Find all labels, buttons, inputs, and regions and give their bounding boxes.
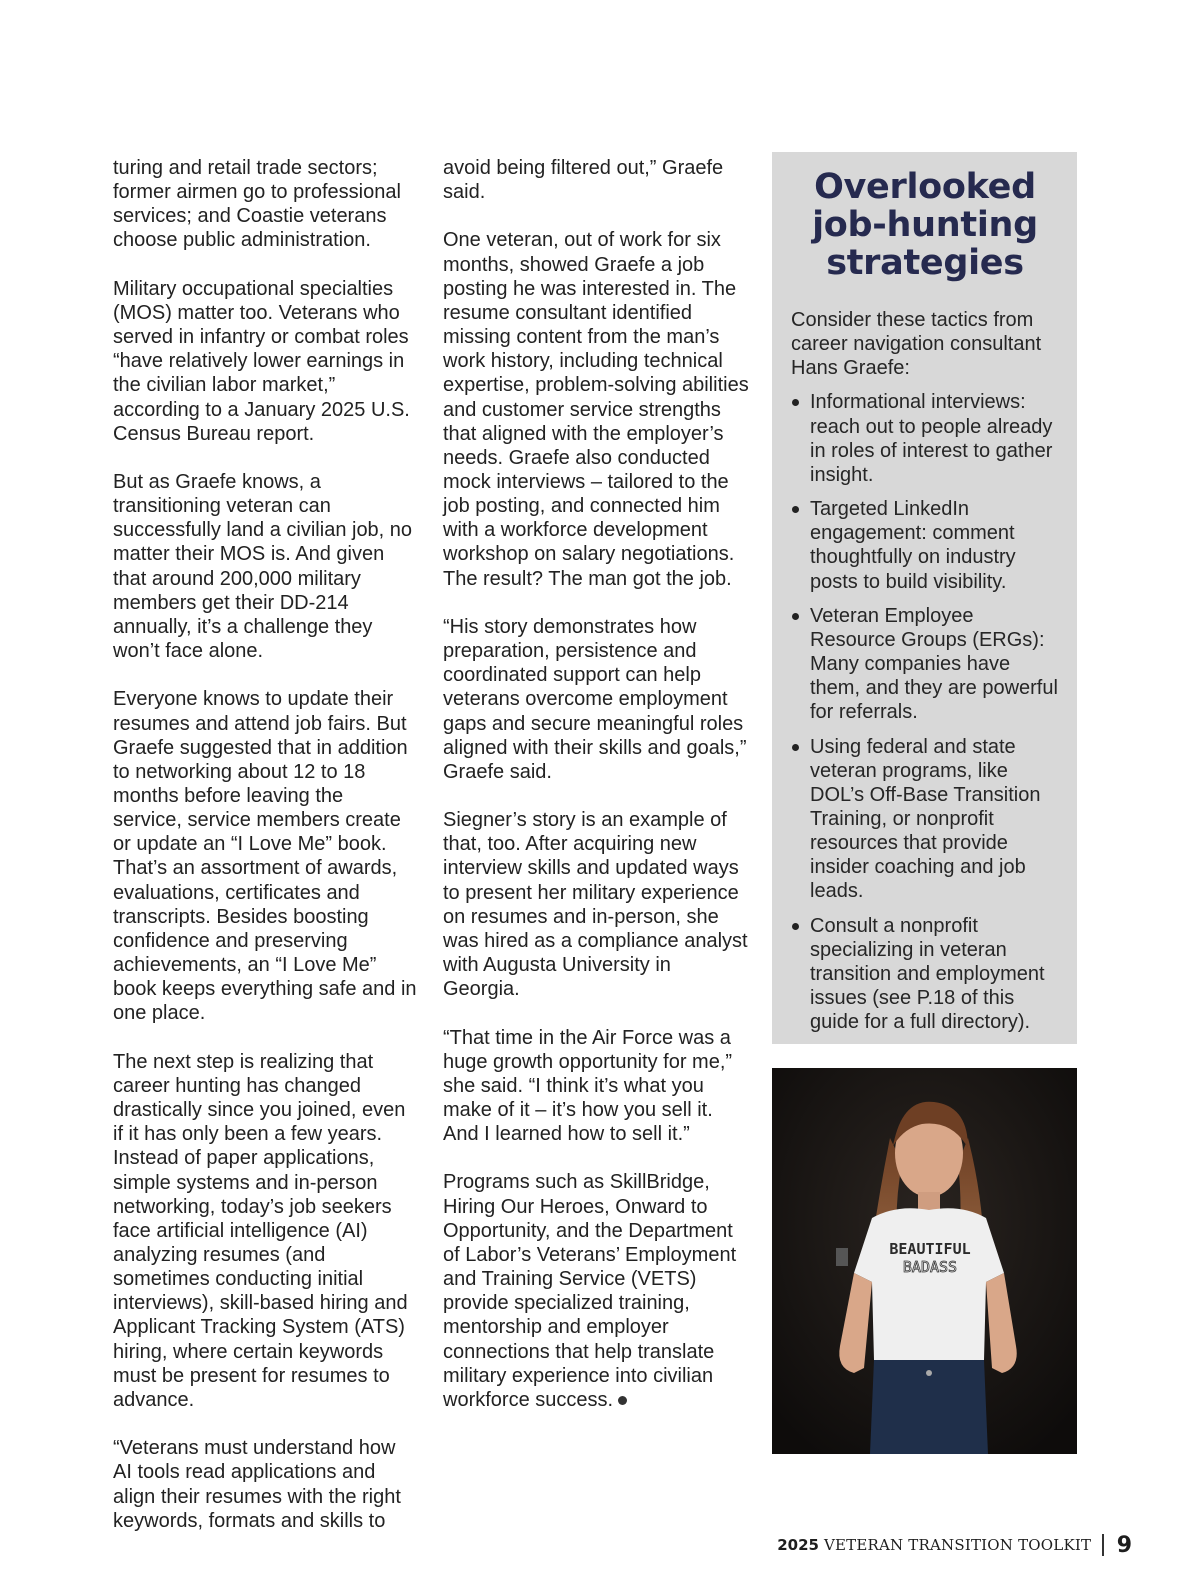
jeans-button (926, 1370, 932, 1376)
tip-text: Informational interviews: reach out to people already in roles of interest to gather insight. (810, 391, 1053, 486)
sleeve-flag-icon (836, 1248, 848, 1266)
tip-text: Targeted LinkedIn engagement: comment thoughtfully on industry posts to build visibility. (810, 498, 1016, 593)
page-footer (777, 1530, 1132, 1560)
article-paragraph: Everyone knows to update their resumes and attend job fairs. But Graefe suggested that in addition to networking about 12 to 18 months before leaving the service, service members create or update an “I Love Me” book. That’s an assortment of awards, evaluations, certificates and transcripts. Besides boosting confidence and preserving achievements, an “I Love Me” book keeps everything safe and in one place. (113, 688, 417, 1025)
footer-divider (1102, 1534, 1104, 1556)
page-number: 9 (1116, 1532, 1132, 1558)
tips-list (791, 390, 1059, 1034)
article-paragraph: “Veterans must understand how AI tools read applications and align their resumes with the right keywords, formats and skills to (113, 1437, 401, 1532)
tip-text: Veteran Employee Resource Groups (ERGs): Many companies have them, and they are powerful for referrals. (810, 604, 1058, 724)
tip-item (791, 604, 1059, 725)
bullet-icon (792, 506, 799, 513)
article-paragraph: Military occupational specialties (MOS) matter too. Veterans who served in infantry or combat roles “have relatively lower earnings in the civilian labor market,” according to a January 2025 U.S. Census Bureau report. (113, 277, 410, 445)
article-paragraph: avoid being filtered out,” Graefe said. (443, 157, 724, 204)
article-paragraph: “His story demonstrates how preparation, persistence and coordinated support can help veterans overcome employment gaps and secure meaningful roles aligned with their skills and goals,” Graefe said. (443, 615, 747, 783)
article-final-text: Programs such as SkillBridge, Hiring Our Heroes, Onward to Opportunity, and the Department of Labor’s Veterans’ Employment and Training Service (VETS) provide specialized training, mentorship and employer connections that help translate military experience into civilian workforce success. (443, 1171, 737, 1411)
bullet-icon (792, 399, 799, 406)
bullet-icon (792, 613, 799, 620)
tips-sidebar (772, 152, 1077, 1044)
shirt-text-line2: BADASS (902, 1258, 958, 1276)
article-paragraph: One veteran, out of work for six months, showed Graefe a job posting he was interested in. The resume consultant identified missing content from the man’s work history, including technical expertise, problem-solving abilities and customer service strengths that aligned with the employer’s needs. Graefe also conducted mock interviews – tailored to the job posting, and connected him with a workforce development workshop on salary negotiations. The result? The man got the job. (443, 229, 749, 590)
tip-item (791, 735, 1059, 904)
white-tshirt (854, 1208, 1004, 1360)
article-paragraph: “That time in the Air Force was a huge growth opportunity for me,” she said. “I think it’s what you make of it – it’s how you sell it. And I learned how to sell it.” (443, 1026, 733, 1146)
bullet-icon (792, 744, 799, 751)
portrait-illustration (772, 1068, 1077, 1454)
article-column-middle (443, 156, 749, 1436)
article-paragraph: The next step is realizing that career hunting has changed drastically since you joined, even if it has only been a few years. Instead of paper applications, simple systems and in-person networking, today’s job seekers face artificial intelligence (AI) analyzing resumes (and sometimes conducting initial interviews), skill-based hiring and Applicant Tracking System (ATS) hiring, where certain keywords must be present for resumes to advance. (113, 1050, 408, 1411)
bullet-icon (792, 923, 799, 930)
portrait-photo (772, 1068, 1077, 1454)
article-paragraph: But as Graefe knows, a transitioning veteran can successfully land a civilian job, no matter their MOS is. And given that around 200,000 military members get their DD-214 annually, it’s a challenge they won’t face alone. (113, 471, 413, 663)
tip-item (791, 390, 1059, 487)
tip-text: Consult a nonprofit specializing in veteran transition and employment issues (see P.18 of this guide for a full directory). (810, 914, 1045, 1034)
tip-item (791, 497, 1059, 594)
sidebar-title: Overlooked job-hunting strategies (812, 167, 1038, 283)
footer-year: 2025 (777, 1536, 819, 1554)
article-paragraph: turing and retail trade sectors; former airmen go to professional services; and Coastie veterans choose public administration. (113, 157, 401, 252)
tip-text: Using federal and state veteran programs, like DOL’s Off-Base Transition Training, or nonprofit resources that provide insider coaching and job leads. (810, 735, 1041, 903)
tip-item (791, 914, 1059, 1035)
footer-publication-title: VETERAN TRANSITION TOOLKIT (823, 1536, 1092, 1554)
shirt-text-line1: BEAUTIFUL (889, 1240, 971, 1258)
end-of-story-bullet-icon (618, 1396, 627, 1405)
article-column-left (113, 156, 417, 1557)
article-paragraph-final (443, 1170, 749, 1412)
article-paragraph: Siegner’s story is an example of that, too. After acquiring new interview skills and updated ways to present her military experience on resumes and in-person, she was hired as a compliance analyst with Augusta University in Georgia. (443, 809, 748, 1001)
sidebar-intro: Consider these tactics from career navigation consultant Hans Graefe: (791, 309, 1042, 380)
